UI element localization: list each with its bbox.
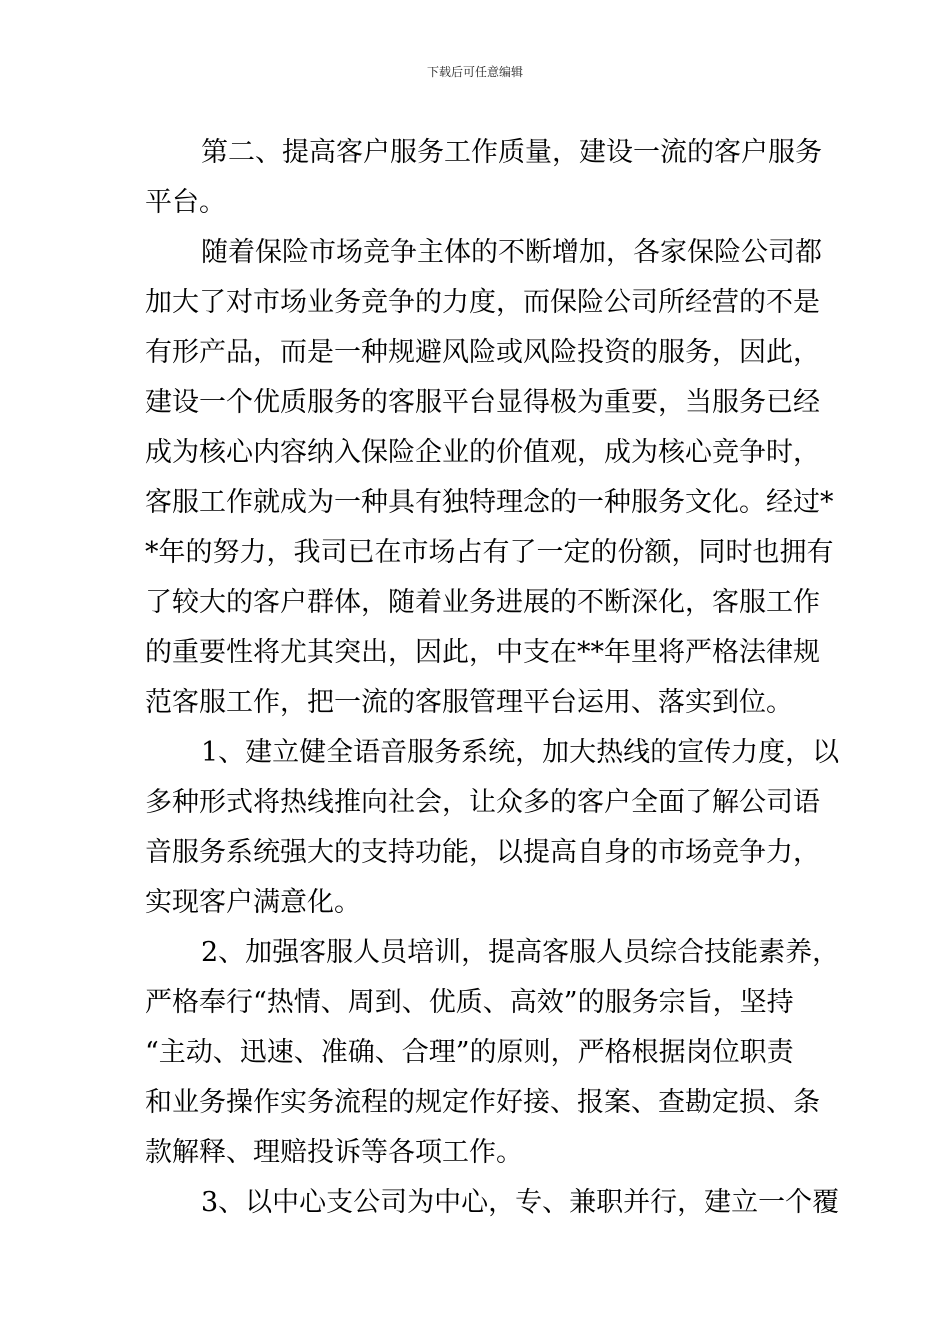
paragraph-line: 1、建立健全语音服务系统，加大热线的宣传力度，以 [201, 737, 840, 768]
paragraph-line: 有形产品，而是一种规避风险或风险投资的服务，因此， [145, 337, 820, 368]
paragraph-line: 严格奉行“热情、周到、优质、高效”的服务宗旨，坚持 [145, 987, 794, 1018]
paragraph-line: 3、以中心支公司为中心，专、兼职并行，建立一个覆 [201, 1187, 840, 1218]
page-header: 下载后可任意编辑 [426, 65, 523, 79]
paragraph-line: 2、加强客服人员培训，提高客服人员综合技能素养， [201, 937, 840, 968]
paragraph-line: 款解释、理赔投诉等各项工作。 [145, 1137, 523, 1168]
paragraph-line: 的重要性将尤其突出，因此，中支在**年里将严格法律规 [145, 637, 820, 668]
paragraph-line: 随着保险市场竞争主体的不断增加，各家保险公司都 [201, 237, 822, 268]
paragraph-line: 范客服工作，把一流的客服管理平台运用、落实到位。 [145, 687, 793, 718]
paragraph-line: 第二、提高客户服务工作质量，建设一流的客户服务 [201, 137, 822, 168]
paragraph-line: 客服工作就成为一种具有独特理念的一种服务文化。经过* [145, 487, 834, 518]
paragraph-line: *年的努力，我司已在市场占有了一定的份额，同时也拥有 [145, 537, 834, 568]
paragraph-line: 实现客户满意化。 [145, 887, 361, 918]
paragraph-line: 建设一个优质服务的客服平台显得极为重要，当服务已经 [145, 387, 820, 418]
paragraph-line: 了较大的客户群体，随着业务进展的不断深化，客服工作 [145, 587, 820, 618]
document-body [145, 128, 840, 1228]
paragraph-line: “主动、迅速、准确、合理”的原则，严格根据岗位职责 [145, 1037, 794, 1068]
paragraph-line: 和业务操作实务流程的规定作好接、报案、查勘定损、条 [145, 1087, 820, 1118]
paragraph-line: 平台。 [145, 187, 226, 218]
paragraph-line: 音服务系统强大的支持功能，以提高自身的市场竞争力， [145, 837, 820, 868]
paragraph-line: 多种形式将热线推向社会，让众多的客户全面了解公司语 [145, 787, 820, 818]
paragraph-line: 加大了对市场业务竞争的力度，而保险公司所经营的不是 [145, 287, 820, 318]
paragraph-line: 成为核心内容纳入保险企业的价值观，成为核心竞争时， [145, 437, 820, 468]
